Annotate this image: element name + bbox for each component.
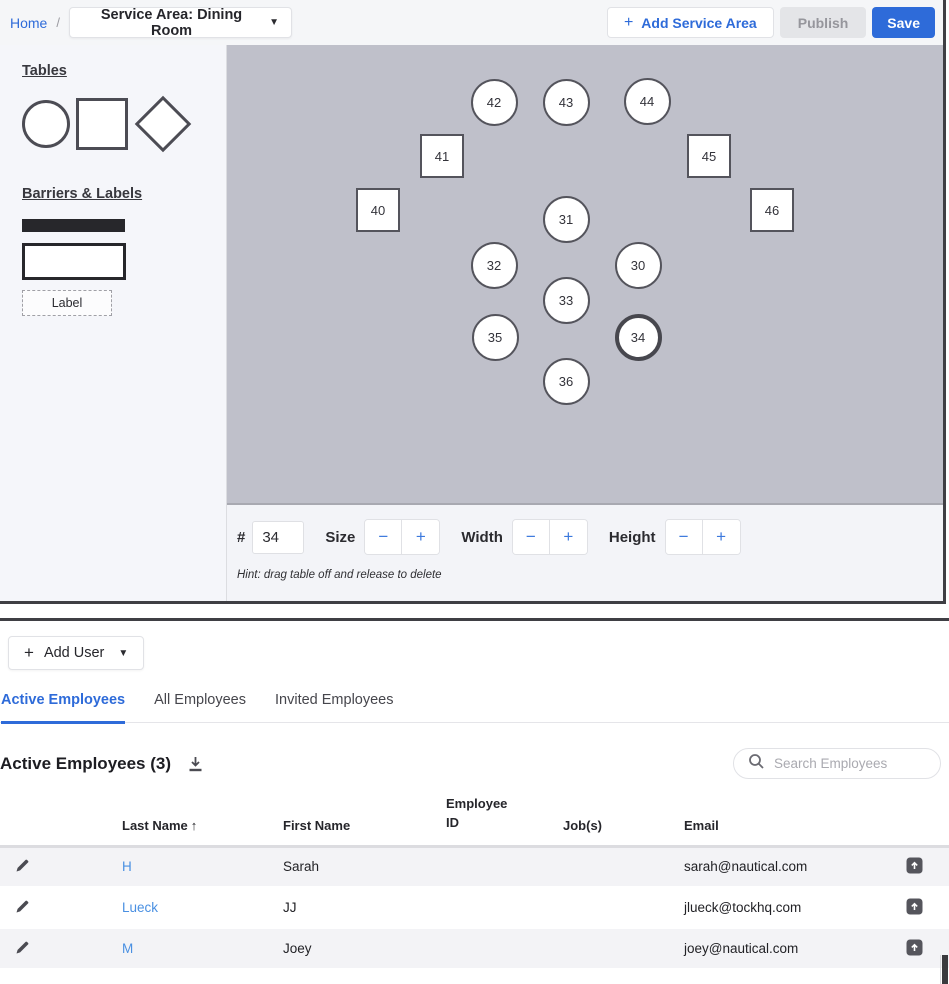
employee-row <box>0 846 949 887</box>
employee-email: sarah@nautical.com <box>684 859 808 875</box>
plus-icon: + <box>623 13 634 31</box>
edit-employee-icon[interactable] <box>15 899 30 914</box>
width-decrease-button[interactable]: − <box>513 520 550 554</box>
canvas-table-32[interactable]: 32 <box>471 242 518 289</box>
employees-panel <box>0 618 949 970</box>
circle-table-tool[interactable] <box>22 100 70 148</box>
first-name-column-header[interactable]: First Name <box>283 795 446 846</box>
employee-email: jlueck@tockhq.com <box>684 900 802 916</box>
active-employees-heading: Active Employees (3) <box>0 753 172 773</box>
divider <box>940 955 941 984</box>
search-employees-box[interactable] <box>733 748 941 779</box>
square-table-tool[interactable] <box>76 98 128 150</box>
chevron-down-icon: ▼ <box>118 647 129 659</box>
last-name-column-header[interactable]: Last Name ↑ <box>122 795 283 846</box>
employee-id <box>446 928 563 969</box>
size-increase-button[interactable]: + <box>402 520 439 554</box>
canvas-table-43[interactable]: 43 <box>543 79 590 126</box>
height-decrease-button[interactable]: − <box>666 520 703 554</box>
employee-id <box>446 846 563 887</box>
tab-active-employees[interactable]: Active Employees <box>1 692 125 724</box>
publish-button[interactable]: Publish <box>780 7 867 38</box>
label-tool-button[interactable]: Label <box>22 290 112 316</box>
employee-last-name-link[interactable]: Lueck <box>122 900 159 916</box>
export-employee-icon[interactable] <box>906 857 923 874</box>
add-user-label: Add User <box>43 645 105 661</box>
employee-email: joey@nautical.com <box>684 941 799 957</box>
employee-jobs <box>563 887 684 928</box>
vertical-scrollbar[interactable] <box>942 955 948 984</box>
table-controls <box>227 505 943 601</box>
service-area-dropdown[interactable] <box>69 7 292 38</box>
width-increase-button[interactable]: + <box>550 520 587 554</box>
employee-jobs <box>563 928 684 969</box>
employee-first-name: JJ <box>283 900 297 916</box>
canvas-table-40[interactable]: 40 <box>356 188 400 232</box>
canvas-table-34[interactable]: 34 <box>615 314 662 361</box>
add-user-button[interactable] <box>8 636 144 670</box>
employees-table-header <box>0 795 949 846</box>
employee-last-name-link[interactable]: H <box>122 859 132 875</box>
floor-plan-canvas[interactable] <box>227 45 943 505</box>
barrier-bar-tool[interactable] <box>22 219 125 232</box>
table-number-label: # <box>237 528 246 546</box>
edit-column-header <box>0 795 122 846</box>
save-button[interactable]: Save <box>872 7 935 38</box>
canvas-table-41[interactable]: 41 <box>420 134 464 178</box>
canvas-table-33[interactable]: 33 <box>543 277 590 324</box>
employee-id <box>446 887 563 928</box>
size-label: Size <box>325 528 356 546</box>
canvas-table-45[interactable]: 45 <box>687 134 731 178</box>
height-increase-button[interactable]: + <box>703 520 740 554</box>
height-label: Height <box>608 528 656 546</box>
service-area-dropdown-label: Service Area: Dining Room <box>100 6 243 39</box>
canvas-table-31[interactable]: 31 <box>543 196 590 243</box>
edit-employee-icon[interactable] <box>15 858 30 873</box>
plus-icon: + <box>24 643 34 662</box>
export-employee-icon[interactable] <box>906 898 923 915</box>
edit-employee-icon[interactable] <box>15 940 30 955</box>
table-number-input[interactable] <box>252 521 304 554</box>
employee-row <box>0 928 949 969</box>
export-employee-icon[interactable] <box>906 939 923 956</box>
canvas-table-36[interactable]: 36 <box>543 358 590 405</box>
tables-heading: Tables <box>22 63 67 79</box>
width-label: Width <box>461 528 503 546</box>
breadcrumb-separator: / <box>56 15 60 30</box>
employee-last-name-link[interactable]: M <box>122 941 134 957</box>
editor-header <box>0 0 943 45</box>
employees-tabs <box>0 692 949 723</box>
canvas-table-35[interactable]: 35 <box>472 314 519 361</box>
barrier-rectangle-tool[interactable] <box>22 243 126 280</box>
barriers-labels-heading: Barriers & Labels <box>22 186 143 202</box>
add-service-area-button[interactable] <box>607 7 774 38</box>
canvas-table-42[interactable]: 42 <box>471 79 518 126</box>
jobs-column-header[interactable]: Job(s) <box>563 795 684 846</box>
tab-invited-employees[interactable]: Invited Employees <box>275 692 394 708</box>
add-service-area-label: Add Service Area <box>641 14 757 31</box>
employee-first-name: Joey <box>283 941 312 957</box>
chevron-down-icon: ▼ <box>269 17 279 28</box>
canvas-table-30[interactable]: 30 <box>615 242 662 289</box>
breadcrumb-home-link[interactable]: Home <box>10 14 48 31</box>
employee-jobs <box>563 846 684 887</box>
search-icon <box>748 753 765 775</box>
employees-table <box>0 795 949 970</box>
employee-first-name: Sarah <box>283 859 320 875</box>
download-icon[interactable] <box>188 756 203 772</box>
tab-all-employees[interactable]: All Employees <box>154 692 246 708</box>
shape-palette <box>0 45 227 601</box>
actions-column-header <box>900 795 949 846</box>
employee-row <box>0 887 949 928</box>
delete-hint-text: Hint: drag table off and release to delete <box>237 569 442 581</box>
canvas-table-44[interactable]: 44 <box>624 78 671 125</box>
canvas-table-46[interactable]: 46 <box>750 188 794 232</box>
search-employees-input[interactable] <box>774 756 924 771</box>
email-column-header[interactable]: Email <box>684 795 900 846</box>
employee-id-column-header[interactable]: Employee ID <box>446 795 563 846</box>
diamond-table-tool[interactable] <box>135 96 192 153</box>
sort-ascending-icon: ↑ <box>190 817 198 833</box>
size-decrease-button[interactable]: − <box>365 520 402 554</box>
